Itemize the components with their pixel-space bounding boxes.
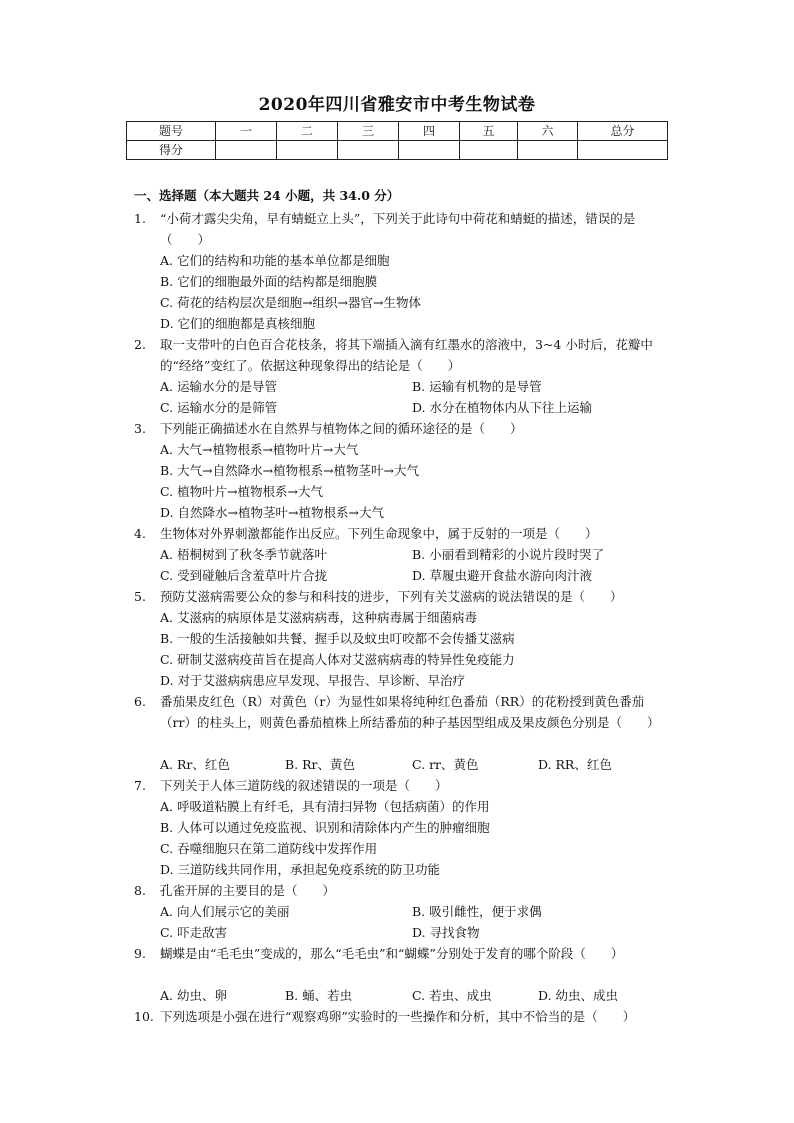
option: D. RR、红色 <box>538 757 612 772</box>
question-4 <box>134 523 674 544</box>
question-number: 5. <box>134 589 146 604</box>
question-8 <box>134 880 674 901</box>
question-stem: 下列能正确描述水在自然界与植物体之间的循环途径的是（ ） <box>160 421 523 436</box>
option: A. 运输水分的是导管 <box>160 379 277 394</box>
score-header-cell: 五 <box>460 122 518 141</box>
question-number: 7. <box>134 778 146 793</box>
question-10 <box>134 1006 674 1027</box>
question-stem: 孔雀开屏的主要目的是（ ） <box>160 883 336 898</box>
question-stem: 预防艾滋病需要公众的参与和科技的进步，下列有关艾滋病的说法错误的是（ ） <box>160 589 623 604</box>
option: B. 小丽看到精彩的小说片段时哭了 <box>412 547 605 562</box>
question-3 <box>134 418 674 439</box>
option: A. 幼虫、卵 <box>160 988 227 1003</box>
score-row-label: 得分 <box>127 141 216 160</box>
option: D. 水分在植物体内从下往上运输 <box>412 400 593 415</box>
option: B. 蛹、若虫 <box>285 988 353 1003</box>
option: A. 梧桐树到了秋冬季节就落叶 <box>160 547 327 562</box>
question-1 <box>134 208 674 250</box>
option: D. 自然降水→植物茎叶→植物根系→大气 <box>160 505 384 520</box>
score-cell <box>216 141 277 160</box>
option: C. 吓走敌害 <box>160 925 228 940</box>
option: B. Rr、黄色 <box>285 757 356 772</box>
option: C. rr、黄色 <box>412 757 479 772</box>
option: C. 植物叶片→植物根系→大气 <box>160 484 324 499</box>
score-cell <box>399 141 460 160</box>
question-number: 2. <box>134 337 146 352</box>
question-stem: 番茄果皮红色（R）对黄色（r）为显性如果将纯种红色番茄（RR）的花粉授到黄色番茄（rr）的柱头上，则黄色番茄植株上所结番茄的种子基因型组成及果皮颜色分别是（ ） <box>160 694 660 730</box>
score-cell <box>338 141 399 160</box>
question-stem: 蝴蝶是由“毛毛虫”变成的，那么“毛毛虫”和“蝴蝶”分别处于发育的哪个阶段（ ） <box>160 946 624 961</box>
score-header-cell: 一 <box>216 122 277 141</box>
score-header-cell: 二 <box>277 122 338 141</box>
score-table-header-row <box>127 122 668 141</box>
option: C. 若虫、成虫 <box>412 988 492 1003</box>
section-heading: 一、选择题（本大题共 24 小题，共 34.0 分） <box>134 188 400 203</box>
option: A. 大气→植物根系→植物叶片→大气 <box>160 442 359 457</box>
question-number: 10. <box>134 1009 154 1024</box>
question-stem: 下列选项是小强在进行“观察鸡卵”实验时的一些操作和分析，其中不恰当的是（ ） <box>160 1009 636 1024</box>
option: C. 吞噬细胞只在第二道防线中发挥作用 <box>160 841 378 856</box>
score-cell <box>518 141 578 160</box>
question-stem: 下列关于人体三道防线的叙述错误的一项是（ ） <box>160 778 448 793</box>
option: A. 向人们展示它的美丽 <box>160 904 290 919</box>
question-2 <box>134 334 674 376</box>
score-cell <box>277 141 338 160</box>
option: B. 吸引雌性，便于求偶 <box>412 904 542 919</box>
question-number: 3. <box>134 421 146 436</box>
score-header-cell: 四 <box>399 122 460 141</box>
question-number: 8. <box>134 883 146 898</box>
score-header-cell: 三 <box>338 122 399 141</box>
question-number: 1. <box>134 211 146 226</box>
option: B. 大气→自然降水→植物根系→植物茎叶→大气 <box>160 463 420 478</box>
option: D. 对于艾滋病病患应早发现、早报告、早诊断、早治疗 <box>160 673 466 688</box>
option: D. 草履虫避开食盐水游向肉汁液 <box>412 568 593 583</box>
score-table-score-row <box>127 141 668 160</box>
score-cell <box>460 141 518 160</box>
score-header-cell: 总分 <box>578 122 668 141</box>
score-header-cell: 题号 <box>127 122 216 141</box>
option: D. 幼虫、成虫 <box>538 988 619 1003</box>
question-number: 9. <box>134 946 146 961</box>
option: B. 一般的生活接触如共餐、握手以及蚊虫叮咬都不会传播艾滋病 <box>160 631 515 646</box>
question-5 <box>134 586 674 607</box>
question-7 <box>134 775 674 796</box>
score-table <box>126 121 668 160</box>
option: A. 艾滋病的病原体是艾滋病病毒，这种病毒属于细菌病毒 <box>160 610 477 625</box>
question-stem: “小荷才露尖尖角，早有蜻蜓立上头”，下列关于此诗句中荷花和蜻蜓的描述，错误的是（ ） <box>160 211 636 247</box>
option: D. 寻找食物 <box>412 925 480 940</box>
option: A. 它们的结构和功能的基本单位都是细胞 <box>160 253 390 268</box>
option: D. 三道防线共同作用，承担起免疫系统的防卫功能 <box>160 862 441 877</box>
option: D. 它们的细胞都是真核细胞 <box>160 316 316 331</box>
option: C. 受到碰触后含羞草叶片合拢 <box>160 568 328 583</box>
option: B. 运输有机物的是导管 <box>412 379 542 394</box>
option: A. Rr、红色 <box>160 757 230 772</box>
option: B. 人体可以通过免疫监视、识别和清除体内产生的肿瘤细胞 <box>160 820 490 835</box>
option: B. 它们的细胞最外面的结构都是细胞膜 <box>160 274 378 289</box>
option: C. 荷花的结构层次是细胞→组织→器官→生物体 <box>160 295 421 310</box>
option: C. 研制艾滋病疫苗旨在提高人体对艾滋病病毒的特异性免疫能力 <box>160 652 515 667</box>
option: C. 运输水分的是筛管 <box>160 400 278 415</box>
score-cell <box>578 141 668 160</box>
question-number: 6. <box>134 694 146 709</box>
score-header-cell: 六 <box>518 122 578 141</box>
question-stem: 生物体对外界刺激都能作出反应。下列生命现象中，属于反射的一项是（ ） <box>160 526 598 541</box>
question-9 <box>134 943 674 964</box>
question-number: 4. <box>134 526 146 541</box>
question-stem: 取一支带叶的白色百合花枝条，将其下端插入滴有红墨水的溶液中，3~4 小时后，花瓣中的“经络”变红了。依据这种现象得出的结论是（ ） <box>160 337 653 373</box>
page-title: 2020年四川省雅安市中考生物试卷 <box>258 95 536 115</box>
question-6 <box>134 691 674 733</box>
option: A. 呼吸道粘膜上有纤毛，具有清扫异物（包括病菌）的作用 <box>160 799 490 814</box>
